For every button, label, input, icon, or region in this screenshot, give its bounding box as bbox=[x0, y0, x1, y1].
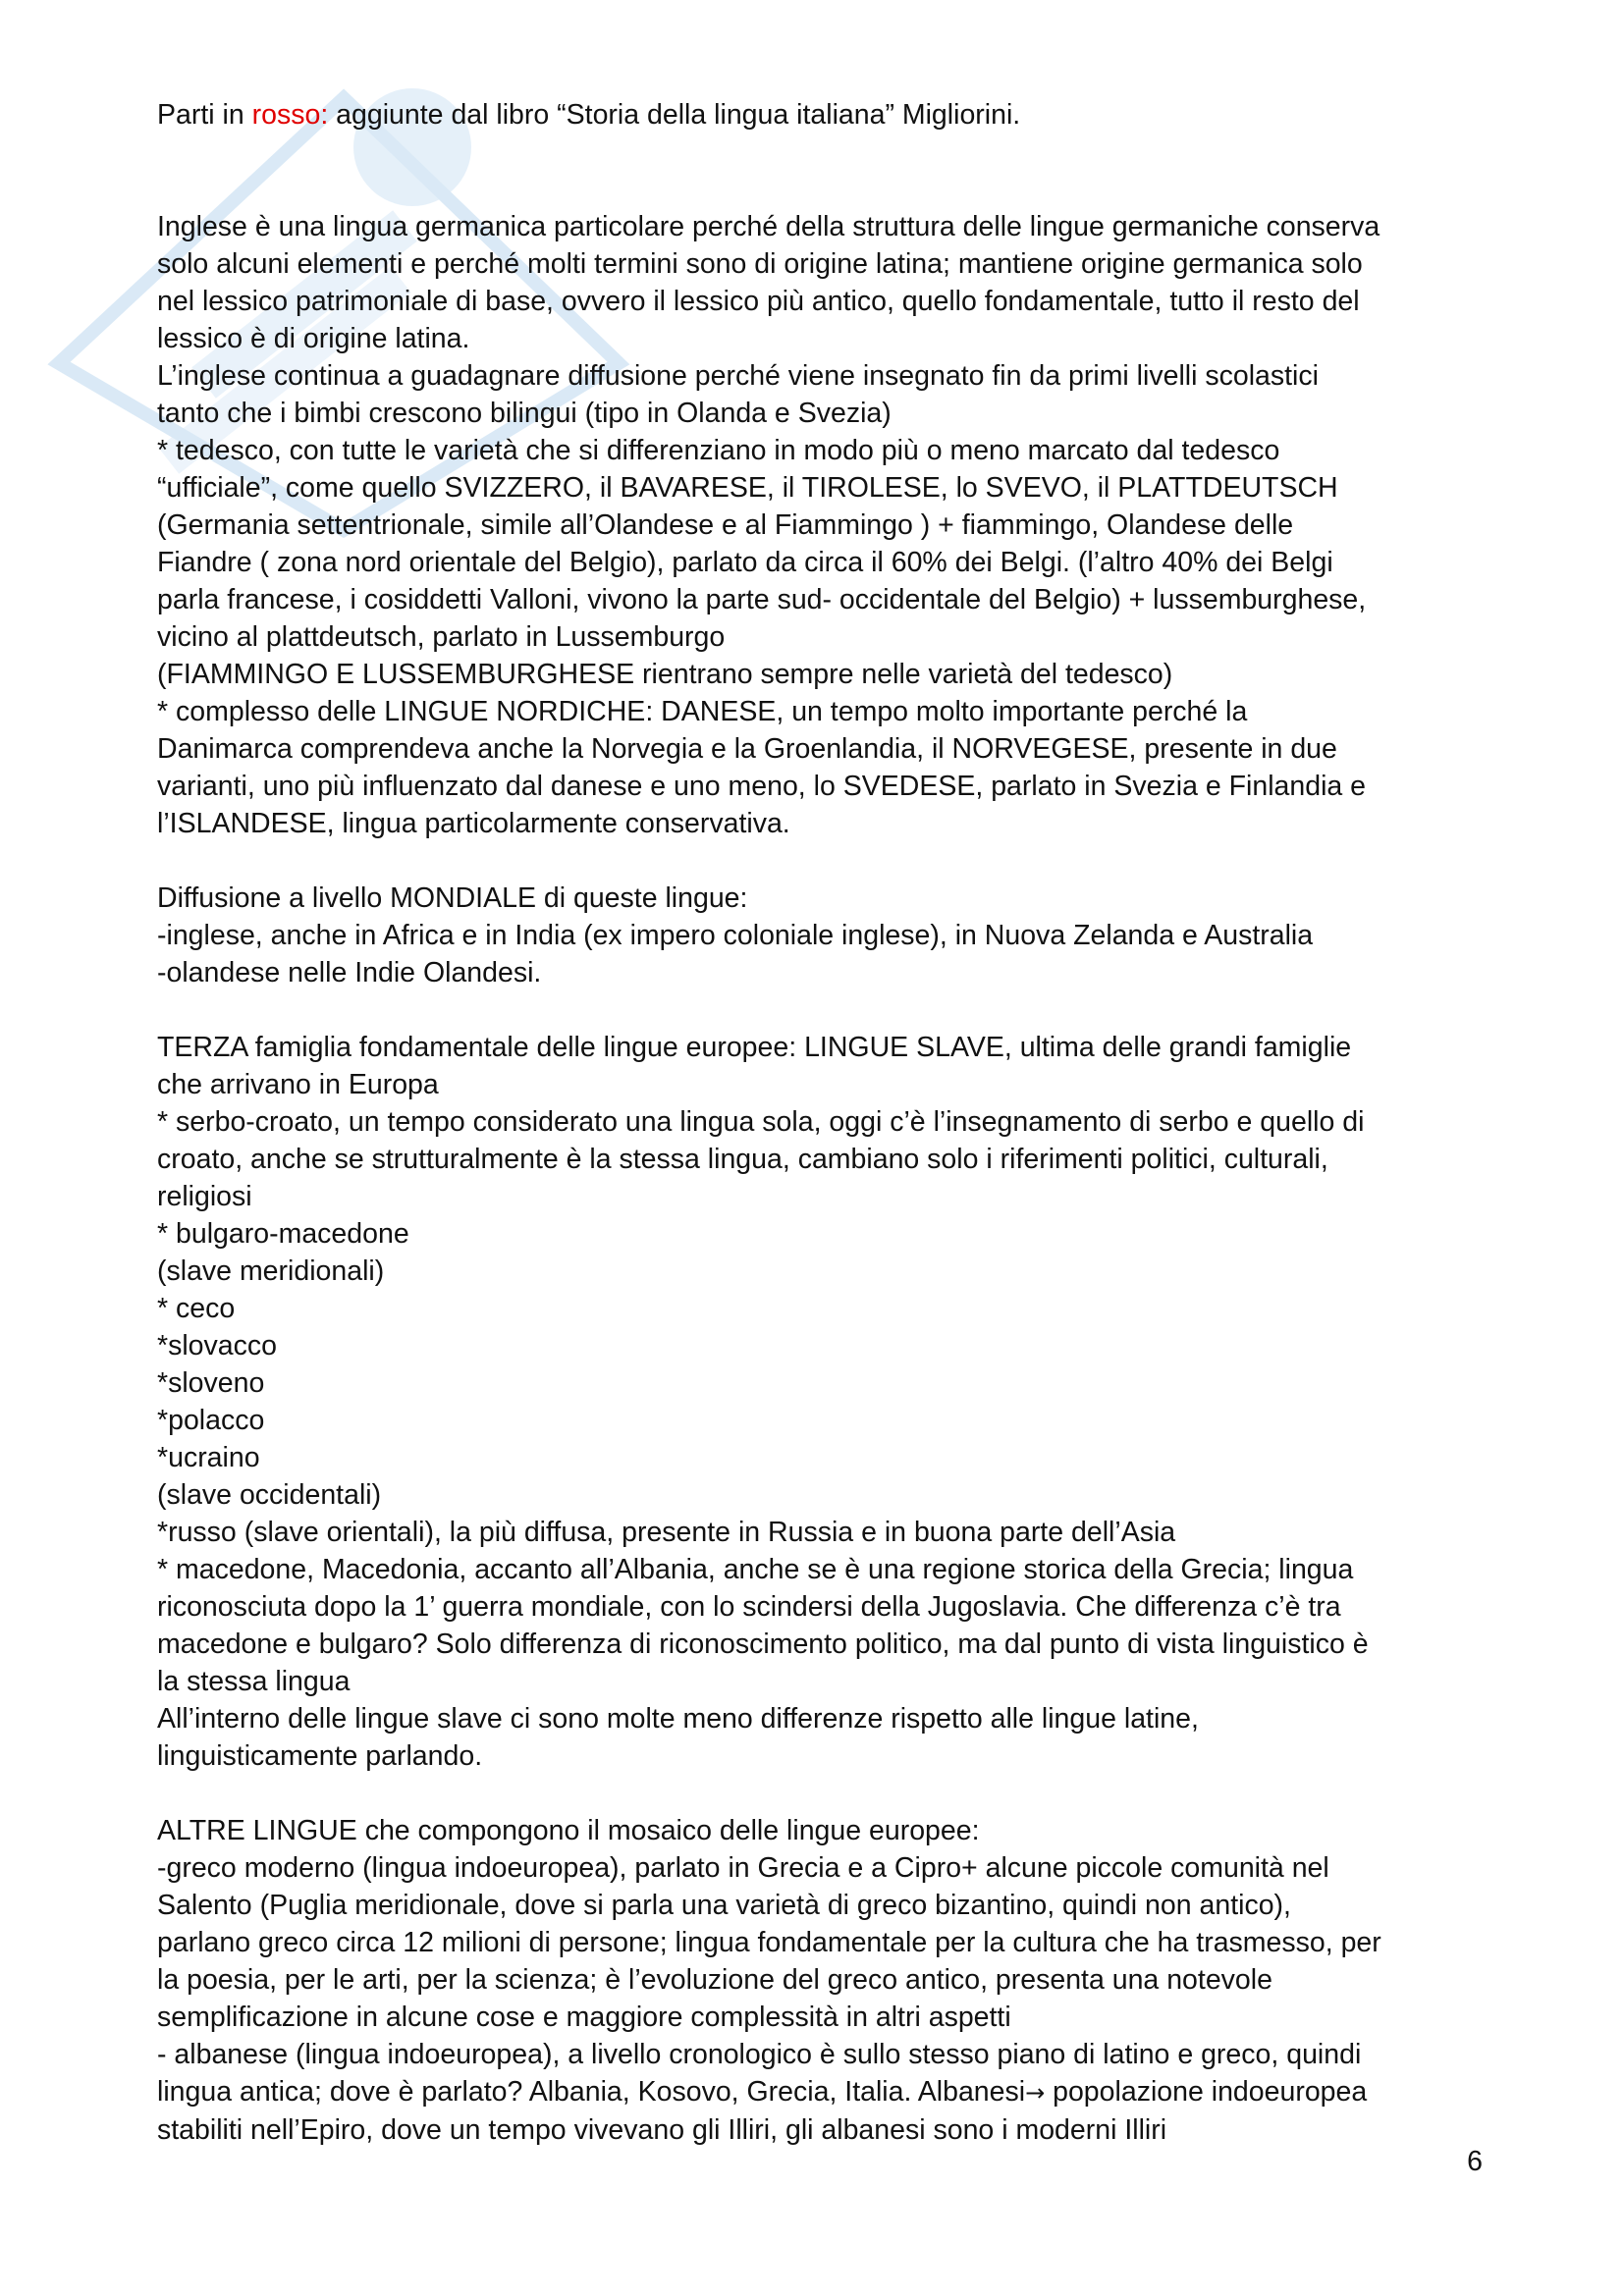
text-line: *ucraino bbox=[157, 1442, 260, 1473]
text-line: -olandese nelle Indie Olandesi. bbox=[157, 957, 542, 988]
text-line: varianti, uno più influenzato dal danese e uno meno, lo SVEDESE, parlato in Svezia e Finlandia e bbox=[157, 771, 1367, 802]
text-line: solo alcuni elementi e perché molti termini sono di origine latina; mantiene origine germanica solo bbox=[157, 248, 1363, 280]
text-line: * bulgaro-macedone bbox=[157, 1218, 409, 1250]
text-line: che arrivano in Europa bbox=[157, 1069, 439, 1100]
red-note: rosso: bbox=[251, 99, 329, 131]
text-line: lingua antica; dove è parlato? Albania, Kosovo, Grecia, Italia. Albanesi→ popolazione indoeuropea bbox=[157, 2076, 1368, 2108]
text-line: Diffusione a livello MONDIALE di queste lingue: bbox=[157, 882, 748, 914]
text-line: macedone e bulgaro? Solo differenza di riconoscimento politico, ma dal punto di vista linguistico è bbox=[157, 1629, 1369, 1660]
text-line: *sloveno bbox=[157, 1367, 265, 1399]
paragraph-other-languages bbox=[157, 1812, 1492, 2149]
text-line: * serbo-croato, un tempo considerato una lingua sola, oggi c’è l’insegnamento di serbo e quello di bbox=[157, 1106, 1365, 1138]
document-page bbox=[157, 96, 1492, 2149]
text-line: parla francese, i cosiddetti Valloni, vivono la parte sud- occidentale del Belgio) + lussemburghese, bbox=[157, 584, 1367, 615]
text-line: *slovacco bbox=[157, 1330, 277, 1362]
text-line: (slave meridionali) bbox=[157, 1255, 385, 1287]
text-line: * ceco bbox=[157, 1293, 236, 1324]
text-line: Fiandre ( zona nord orientale del Belgio), parlato da circa il 60% dei Belgi. (l’altro 40% dei Belgi bbox=[157, 547, 1333, 578]
text-line: nel lessico patrimoniale di base, ovvero il lessico più antico, quello fondamentale, tutto il resto del bbox=[157, 286, 1360, 317]
text-line: vicino al plattdeutsch, parlato in Lussemburgo bbox=[157, 621, 726, 653]
text-line: * macedone, Macedonia, accanto all’Albania, anche se è una regione storica della Grecia; lingua bbox=[157, 1554, 1354, 1585]
text-line: (FIAMMINGO E LUSSEMBURGHESE rientrano sempre nelle varietà del tedesco) bbox=[157, 659, 1173, 690]
text-line: - albanese (lingua indoeuropea), a livello cronologico è sullo stesso piano di latino e greco, quindi bbox=[157, 2039, 1362, 2070]
text-line: Danimarca comprendeva anche la Norvegia e la Groenlandia, il NORVEGESE, presente in due bbox=[157, 733, 1337, 765]
text-line: riconosciuta dopo la 1’ guerra mondiale, con lo scindersi della Jugoslavia. Che differenza c’è tra bbox=[157, 1591, 1341, 1623]
text-line: -inglese, anche in Africa e in India (ex impero coloniale inglese), in Nuova Zelanda e Australia bbox=[157, 920, 1314, 951]
text-line: *polacco bbox=[157, 1405, 265, 1436]
text-line: (slave occidentali) bbox=[157, 1479, 382, 1511]
text-line: (Germania settentrionale, simile all’Olandese e al Fiammingo ) + fiammingo, Olandese delle bbox=[157, 509, 1294, 541]
text-line: L’inglese continua a guadagnare diffusione perché viene insegnato fin da primi livelli scolastici bbox=[157, 360, 1319, 392]
text-line: croato, anche se strutturalmente è la stessa lingua, cambiano solo i riferimenti politici, culturali, bbox=[157, 1144, 1328, 1175]
text-line: tanto che i bimbi crescono bilingui (tipo in Olanda e Svezia) bbox=[157, 398, 892, 429]
text-line: * complesso delle LINGUE NORDICHE: DANESE, un tempo molto importante perché la bbox=[157, 696, 1248, 727]
text-line: *russo (slave orientali), la più diffusa, presente in Russia e in buona parte dell’Asia bbox=[157, 1517, 1176, 1548]
text-line: * tedesco, con tutte le varietà che si differenziano in modo più o meno marcato dal tedesco bbox=[157, 435, 1280, 466]
paragraph-slavic-languages bbox=[157, 1029, 1492, 1775]
text-line: lessico è di origine latina. bbox=[157, 323, 470, 354]
text-line: Salento (Puglia meridionale, dove si parla una varietà di greco bizantino, quindi non antico), bbox=[157, 1890, 1291, 1921]
text-line: -greco moderno (lingua indoeuropea), parlato in Grecia e a Cipro+ alcune piccole comunità nel bbox=[157, 1852, 1329, 1884]
text-line: All’interno delle lingue slave ci sono molte meno differenze rispetto alle lingue latine, bbox=[157, 1703, 1199, 1735]
text-line: religiosi bbox=[157, 1181, 252, 1212]
paragraph-germanic-languages bbox=[157, 208, 1492, 842]
header-line: Parti in rosso: aggiunte dal libro “Storia della lingua italiana” Migliorini. bbox=[157, 99, 1021, 131]
text-line: la stessa lingua bbox=[157, 1666, 351, 1697]
text-line: Inglese è una lingua germanica particolare perché della struttura delle lingue germaniche conserva bbox=[157, 211, 1380, 242]
paragraph-world-diffusion bbox=[157, 880, 1492, 991]
text-line: “ufficiale”, come quello SVIZZERO, il BAVARESE, il TIROLESE, lo SVEVO, il PLATTDEUTSCH bbox=[157, 472, 1338, 504]
text-line: ALTRE LINGUE che compongono il mosaico delle lingue europee: bbox=[157, 1815, 980, 1846]
text-line: la poesia, per le arti, per la scienza; è l’evoluzione del greco antico, presenta una notevole bbox=[157, 1964, 1272, 1996]
text-line: TERZA famiglia fondamentale delle lingue europee: LINGUE SLAVE, ultima delle grandi famiglie bbox=[157, 1032, 1352, 1063]
text-line: parlano greco circa 12 milioni di persone; lingua fondamentale per la cultura che ha trasmesso, per bbox=[157, 1927, 1381, 1958]
page-number: 6 bbox=[1467, 2146, 1483, 2177]
text-line: stabiliti nell’Epiro, dove un tempo vivevano gli Illiri, gli albanesi sono i moderni Illiri bbox=[157, 2114, 1167, 2146]
right-arrow-icon: → bbox=[1025, 2079, 1046, 2107]
text-line: linguisticamente parlando. bbox=[157, 1740, 483, 1772]
text-line: semplificazione in alcune cose e maggiore complessità in altri aspetti bbox=[157, 2002, 1011, 2033]
text-line: l’ISLANDESE, lingua particolarmente conservativa. bbox=[157, 808, 790, 839]
